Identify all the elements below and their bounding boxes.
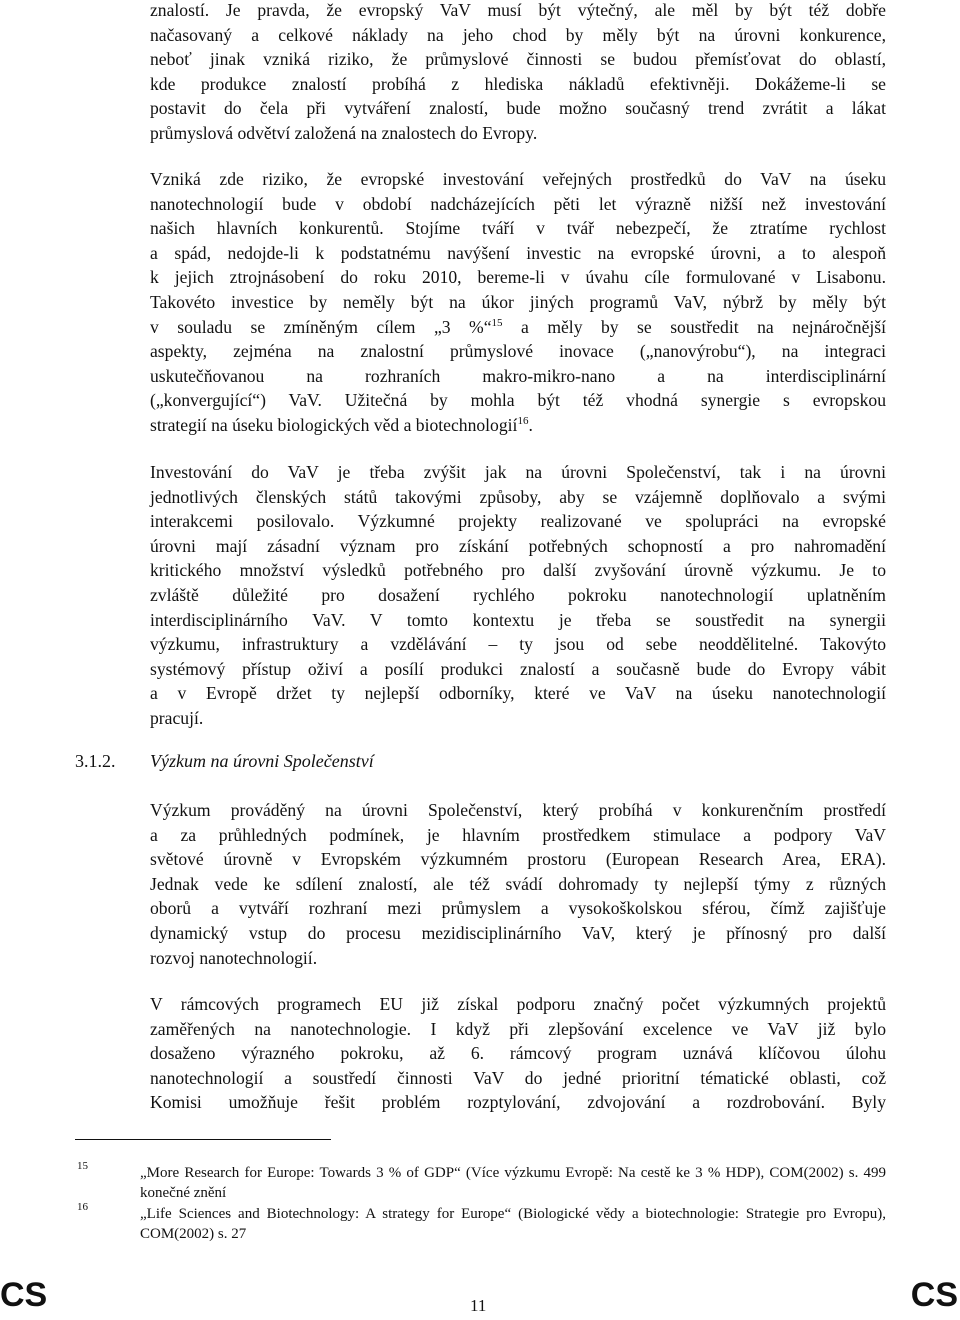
- text-line: kritického množství výsledků potřebného pro další zvyšování úrovně výzkumu. Je to: [150, 560, 886, 581]
- text-line: Takovéto investice by neměly být na úkor jiných programů VaV, nýbrž by měly být: [150, 291, 886, 312]
- text-line: dynamický vstup do procesu mezidisciplinárního VaV, který je přínosný pro další: [150, 922, 886, 943]
- text-line: [150, 315, 886, 340]
- text-line: načasovaný a celkové náklady na jeho chod by měly být na úrovni konkurence,: [150, 24, 886, 45]
- text-line: Komisi umožňuje řešit problém rozptylování, zdvojování a rozdrobování. Byly: [150, 1092, 886, 1113]
- text-line: a spád, nedojde-li k podstatnému navýšení investic na evropské úrovni, a to alespoň: [150, 242, 886, 263]
- section-title: Výzkum na úrovni Společenství: [150, 751, 374, 771]
- text-line: a za průhledných podmínek, je hlavním prostředkem stimulace a podpory VaV: [150, 824, 886, 845]
- text-line: nanotechnologií bude v období nadcházejících pěti let výrazně nižší než investování: [150, 193, 886, 214]
- text-line: úrovni mají zásadní význam pro získání potřebných schopností a pro nahromadění: [150, 535, 886, 556]
- text-line: znalostí. Je pravda, že evropský VaV musí být výtečný, ale měl by být též dobře: [150, 0, 886, 20]
- text-line: („konvergující“) VaV. Užitečná by mohla být též vhodná synergie s evropskou: [150, 390, 886, 411]
- text-line: k jejich ztrojnásobení do roku 2010, bereme-li v úvahu cíle formulované v Lisabonu.: [150, 267, 886, 288]
- text-line: systémový přístup oživí a posílí produkci znalostí a současně bude do Evropy vábit: [150, 658, 886, 679]
- text-line: Jednak vede ke sdílení znalostí, ale též svádí dohromady ty nejlepší týmy z různých: [150, 873, 886, 894]
- footnote-text: „More Research for Europe: Towards 3 % of GDP“ (Více výzkumu Evropě: Na cestě ke 3 % HDP), COM(2002) s. 499 konečné znění: [140, 1165, 886, 1201]
- text-line: interdisciplinárního VaV. V tomto kontextu je třeba se soustředit na synergii: [150, 609, 886, 630]
- text-line: aspekty, zejména na znalostní průmyslové inovace („nanovýrobu“), na integraci: [150, 341, 886, 362]
- text-run: strategií na úseku biologických věd a biotechnologií: [150, 414, 518, 435]
- text-line: postavit do čela při vytváření znalostí, bude možno současný trend zvrátit a lákat: [150, 98, 886, 119]
- text-line: světové úrovně v Evropském výzkumném prostoru (European Research Area, ERA).: [150, 849, 886, 870]
- paragraph-2: [150, 167, 886, 438]
- footer-language-mark-left: CS: [0, 1276, 48, 1314]
- text-line: Vzniká zde riziko, že evropské investování veřejných prostředků do VaV na úseku: [150, 169, 886, 189]
- text-line: výzkumu, infrastruktury a vzdělávání – ty jsou od sebe neoddělitelné. Takovýto: [150, 634, 886, 655]
- paragraph-4: [150, 798, 886, 970]
- text-line: pracují.: [150, 707, 204, 728]
- page-number: 11: [470, 1296, 487, 1315]
- text-line: Výzkum prováděný na úrovni Společenství, který probíhá v konkurenčním prostředí: [150, 800, 886, 820]
- section-number: 3.1.2.: [75, 751, 116, 771]
- text-line: nanotechnologií a soustředí činnosti VaV do jedné prioritní tématické oblasti, což: [150, 1067, 886, 1088]
- text-line: [150, 413, 886, 438]
- footnote-ref-16[interactable]: 16: [517, 414, 529, 427]
- text-line: dosaženo výrazného pokroku, až 6. rámcový program uznává klíčovou úlohu: [150, 1043, 886, 1064]
- text-run: a měly by se soustředit na nejnáročnější: [502, 316, 886, 337]
- footnote-text: „Life Sciences and Biotechnology: A strategy for Europe“ (Biologické vědy a biotechnologie: Strategie pro Evropu), COM(2002) s. 27: [140, 1206, 886, 1242]
- text-run: v souladu se zmíněným cílem „3 %“: [150, 316, 492, 337]
- text-line: interakcemi posilovalo. Výzkumné projekty realizované ve spolupráci na evropské: [150, 511, 886, 532]
- text-run: .: [528, 414, 533, 435]
- paragraph-1: [150, 0, 886, 146]
- text-line: zvláště důležité pro dosažení rychlého pokroku nanotechnologií uplatněním: [150, 584, 886, 605]
- footer-language-mark-right: CS: [910, 1276, 958, 1314]
- text-line: průmyslová odvětví založená na znalostech do Evropy.: [150, 122, 538, 143]
- text-line: a v Evropě držet ty nejlepší odborníky, které ve VaV na úseku nanotechnologií: [150, 683, 886, 704]
- footnote-separator: [75, 1139, 331, 1140]
- text-line: rozvoj nanotechnologií.: [150, 947, 318, 968]
- text-line: našich hlavních konkurentů. Stojíme tváří v tvář nebezpečí, že ztratíme rychlost: [150, 218, 886, 239]
- text-line: V rámcových programech EU již získal podporu značný počet výzkumných projektů: [150, 994, 886, 1014]
- paragraph-3: [150, 460, 886, 731]
- text-line: zaměřených na nanotechnologie. I když při zlepšování excelence ve VaV již bylo: [150, 1018, 886, 1039]
- text-line: neboť jinak vzniká riziko, že průmyslové činnosti se budou přemísťovat do oblastí,: [150, 49, 886, 70]
- text-line: Investování do VaV je třeba zvýšit jak na úrovni Společenství, tak i na úrovni: [150, 462, 886, 482]
- text-line: oborů a vytváří rozhraní mezi průmyslem a vysokoškolskou sférou, čímž zajišťuje: [150, 898, 886, 919]
- text-line: uskutečňovanou na rozhraních makro-mikro-nano a na interdisciplinární: [150, 365, 886, 386]
- footnote-number: 15: [77, 1160, 88, 1172]
- footnote-number: 16: [77, 1201, 88, 1213]
- footnote-ref-15[interactable]: 15: [491, 316, 503, 329]
- text-line: kde produkce znalostí probíhá z hlediska nákladů efektivněji. Dokážeme-li se: [150, 73, 886, 94]
- paragraph-5: [150, 992, 886, 1115]
- text-line: jednotlivých členských států takovými způsoby, aby se vzájemně doplňovalo a svými: [150, 486, 886, 507]
